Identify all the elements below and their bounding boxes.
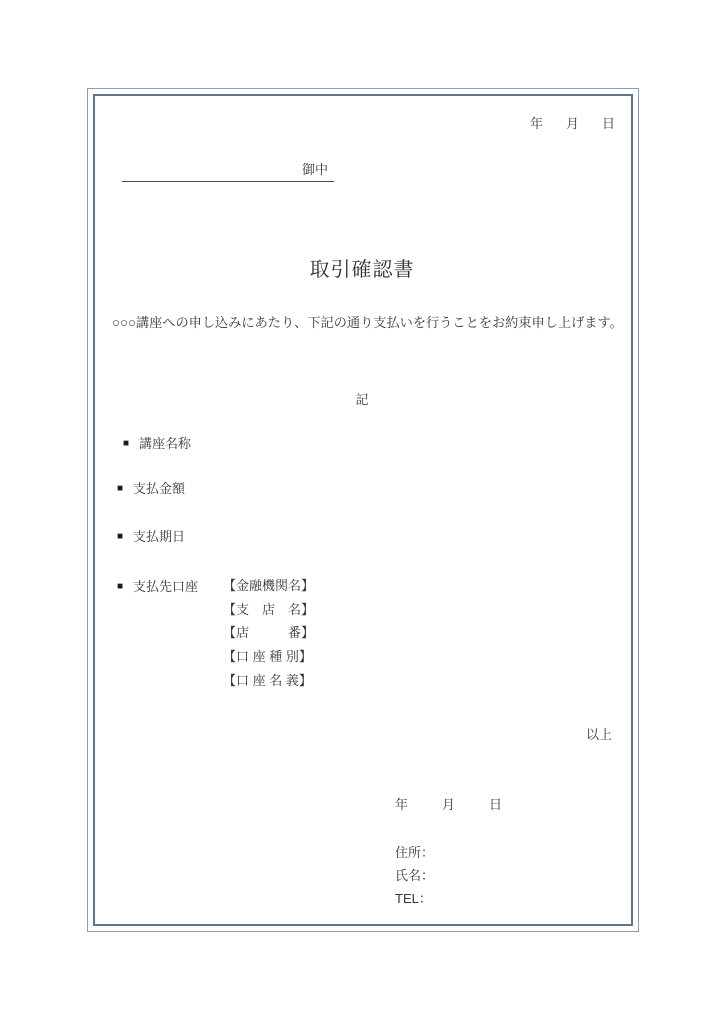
account-detail-bank-name: 【金融機関名】 (223, 578, 315, 593)
account-detail-account-type: 【口 座 種 別】 (223, 649, 312, 665)
recipient-line (122, 159, 334, 182)
outer-border (87, 88, 639, 932)
footer-date-year: 年 (395, 797, 409, 812)
account-details (223, 574, 314, 693)
header-date-year: 年 (530, 116, 544, 131)
inner-border (93, 94, 633, 926)
bullet-icon: ■ (117, 580, 124, 592)
recipient-suffix: 御中 (301, 162, 328, 177)
record-marker: 記 (355, 392, 369, 407)
footer-date-day: 日 (489, 797, 503, 812)
header-date-day: 日 (602, 116, 616, 131)
name-field-label: 氏名： (395, 868, 435, 883)
account-detail-branch-name: 【支 店 名】 (223, 601, 315, 617)
list-item-label: 支払期日 (133, 529, 186, 544)
list-item-label: 支払先口座 (133, 579, 199, 594)
tel-field-label: TEL： (395, 891, 432, 906)
account-detail-account-holder: 【口 座 名 義】 (223, 672, 312, 688)
footer-date (395, 794, 502, 813)
bullet-icon: ■ (117, 530, 124, 542)
header-date (530, 113, 615, 132)
account-detail-branch-number: 【店 番】 (223, 625, 315, 641)
document-title: 取引確認書 (309, 259, 415, 281)
list-item-label: 講座名称 (139, 436, 192, 451)
intro-paragraph: ○○○講座への申し込みにあたり、下記の通り支払いを行うことをお約束申し上げます。 (112, 315, 623, 330)
footer-date-month: 月 (442, 797, 456, 812)
address-field-label: 住所： (395, 845, 435, 860)
list-item-payment-due-date (117, 529, 185, 544)
bullet-icon: ■ (123, 437, 130, 449)
header-date-month: 月 (566, 116, 580, 131)
bullet-icon: ■ (117, 482, 124, 494)
list-item-label: 支払金額 (133, 481, 186, 496)
list-item-payee-account (117, 579, 198, 594)
list-item-course-name (123, 436, 191, 451)
closing-marker: 以上 (585, 727, 612, 742)
list-item-payment-amount (117, 481, 185, 496)
